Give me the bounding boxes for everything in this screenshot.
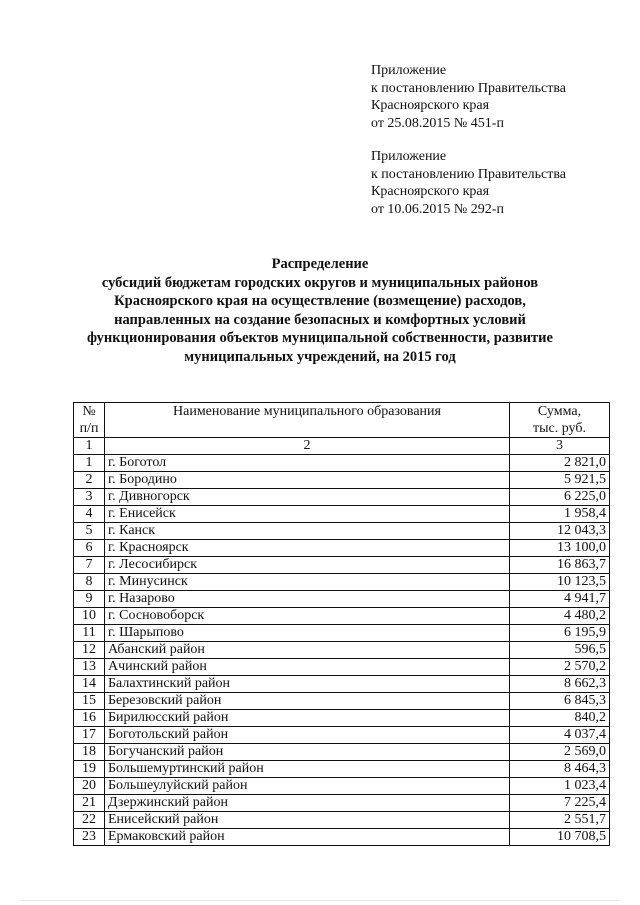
appendix-current [371,62,566,132]
header-number-line: № [82,404,96,419]
row-number: 20 [74,778,105,795]
row-number: 16 [74,710,105,727]
row-sum: 6 845,3 [510,693,610,710]
row-sum: 1 023,4 [510,778,610,795]
table-row [74,506,610,523]
table-row [74,574,610,591]
row-name: Боготольский район [105,727,510,744]
title-line: муниципальных учреждений, на 2015 год [184,348,456,365]
row-name: г. Шарыпово [105,625,510,642]
row-sum: 840,2 [510,710,610,727]
column-number: 2 [105,438,510,455]
appendix-original [371,148,566,218]
row-number: 12 [74,642,105,659]
row-sum: 2 821,0 [510,455,610,472]
row-name: г. Сосновоборск [105,608,510,625]
row-name: Березовский район [105,693,510,710]
row-name: г. Назарово [105,591,510,608]
row-number: 21 [74,795,105,812]
appendix-line: Приложение [371,149,447,164]
row-name: Бирилюсский район [105,710,510,727]
appendix-line: Приложение [371,63,447,78]
row-number: 6 [74,540,105,557]
table-header-row [74,403,610,438]
table-row [74,676,610,693]
row-name: Ачинский район [105,659,510,676]
table-row [74,472,610,489]
row-number: 23 [74,829,105,846]
row-number: 18 [74,744,105,761]
row-number: 14 [74,676,105,693]
table-row [74,455,610,472]
table-row [74,761,610,778]
row-number: 11 [74,625,105,642]
appendix-line: Красноярского края [371,98,490,113]
table-row [74,489,610,506]
row-name: г. Бородино [105,472,510,489]
row-sum: 5 921,5 [510,472,610,489]
row-sum: 10 708,5 [510,829,610,846]
table-row [74,625,610,642]
row-sum: 2 569,0 [510,744,610,761]
row-name: Большеулуйский район [105,778,510,795]
row-number: 7 [74,557,105,574]
row-name: Абанский район [105,642,510,659]
row-name: Енисейский район [105,812,510,829]
header-number [74,403,105,438]
row-name: Дзержинский район [105,795,510,812]
row-name: Большемуртинский район [105,761,510,778]
row-name: г. Енисейск [105,506,510,523]
row-name: г. Минусинск [105,574,510,591]
subsidy-table [73,402,610,846]
column-number-row [74,438,610,455]
row-number: 5 [74,523,105,540]
appendix-line: к постановлению Правительства [371,166,567,182]
row-sum: 4 480,2 [510,608,610,625]
row-sum: 4 941,7 [510,591,610,608]
appendix-line: Красноярского края [371,184,490,199]
row-number: 2 [74,472,105,489]
row-sum: 596,5 [510,642,610,659]
header-sum-line: тыс. руб. [533,421,586,436]
row-sum: 13 100,0 [510,540,610,557]
row-name: г. Канск [105,523,510,540]
document-title [60,255,580,366]
row-number: 22 [74,812,105,829]
row-number: 15 [74,693,105,710]
table-row [74,557,610,574]
row-sum: 2 551,7 [510,812,610,829]
header-number-line: п/п [79,421,99,436]
row-name: Ермаковский район [105,829,510,846]
appendix-line: от 10.06.2015 № 292-п [371,201,504,217]
column-number: 1 [74,438,105,455]
header-sum-line: Сумма, [537,404,582,419]
title-line: Распределение [271,256,369,272]
row-sum: 8 662,3 [510,676,610,693]
row-sum: 6 195,9 [510,625,610,642]
table-row [74,591,610,608]
title-line: направленных на создание безопасных и комфортных условий [114,311,526,328]
table-row [74,795,610,812]
appendix-line: к постановлению Правительства [371,80,567,96]
title-line: функционирования объектов муниципальной собственности, развитие [87,330,553,346]
row-name: г. Красноярск [105,540,510,557]
table-row [74,829,610,846]
row-sum: 16 863,7 [510,557,610,574]
row-name: г. Дивногорск [105,489,510,506]
appendix-line: от 25.08.2015 № 451-п [371,115,504,131]
row-name: Богучанский район [105,744,510,761]
table-row [74,778,610,795]
row-number: 1 [74,455,105,472]
row-sum: 1 958,4 [510,506,610,523]
row-number: 4 [74,506,105,523]
table-row [74,659,610,676]
row-sum: 6 225,0 [510,489,610,506]
row-number: 13 [74,659,105,676]
table-row [74,540,610,557]
table-row [74,710,610,727]
row-number: 3 [74,489,105,506]
table-row [74,608,610,625]
row-name: Балахтинский район [105,676,510,693]
scan-edge [20,900,620,901]
row-sum: 7 225,4 [510,795,610,812]
row-number: 8 [74,574,105,591]
title-line: Красноярского края на осуществление (возмещение) расходов, [114,293,526,309]
row-sum: 2 570,2 [510,659,610,676]
header-sum [510,403,610,438]
row-number: 10 [74,608,105,625]
table-row [74,812,610,829]
title-line: субсидий бюджетам городских округов и муниципальных районов [101,274,539,291]
row-sum: 4 037,4 [510,727,610,744]
row-number: 19 [74,761,105,778]
table-row [74,744,610,761]
table-row [74,642,610,659]
row-sum: 12 043,3 [510,523,610,540]
row-number: 17 [74,727,105,744]
row-name: г. Боготол [105,455,510,472]
table-row [74,727,610,744]
row-sum: 10 123,5 [510,574,610,591]
row-sum: 8 464,3 [510,761,610,778]
table-row [74,523,610,540]
table-row [74,693,610,710]
column-number: 3 [510,438,610,455]
header-name: Наименование муниципального образования [105,403,510,438]
row-number: 9 [74,591,105,608]
row-name: г. Лесосибирск [105,557,510,574]
